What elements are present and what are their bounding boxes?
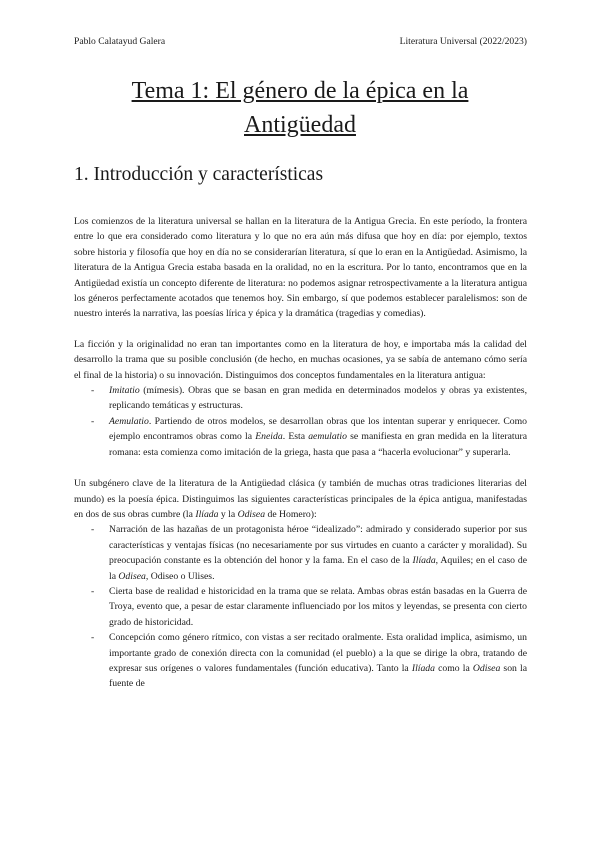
epic-text: de Homero): — [265, 508, 317, 520]
feature-text: Concepción como género rítmico, con vistas a ser recitado oralmente. Esta oralidad implica, asimismo, un importante grado de conexión directa con la comunidad (el pueblo) a la que se dirige la obra, tratando de expresar sus orígenes o valores fundamentales (función educativa). Tanto la — [109, 632, 527, 674]
epic-text: Un subgénero clave de la literatura de la Antigüedad clásica (y también de muchas otras tradiciones literarias del mundo) es la poesía épica. Distinguimos las siguientes características principales de la épica antigua, manifestadas en dos de sus obras cumbre (la — [74, 478, 527, 520]
work-odisea: Odisea — [472, 662, 501, 674]
document-title — [60, 74, 540, 142]
list-item — [74, 383, 527, 414]
dash-bullet: - — [91, 585, 95, 597]
feature-text: , Odiseo o Ulises. — [145, 570, 215, 582]
dash-bullet: - — [91, 632, 95, 644]
feature-text: como la — [434, 662, 473, 674]
aemulatio-text: . Partiendo de otros modelos, se desarrollan obras que los intentan superar y enriquecer. Como ejemplo encontramos obras como la — [109, 415, 527, 443]
term-imitatio: Imitatio — [109, 385, 140, 397]
imitatio-text: (mímesis). Obras que se basan en gran medida en determinados modelos y obras ya existentes, replicando temáticas y estructuras. — [109, 385, 527, 412]
dash-bullet: - — [91, 524, 95, 536]
header-course: Literatura Universal (2022/2023) — [399, 36, 527, 47]
title-line-1: Tema 1: El género de la épica en la — [131, 78, 469, 104]
features-list — [74, 522, 527, 691]
header-author: Pablo Calatayud Galera — [74, 36, 166, 47]
feature-text: Narración de las hazañas de un protagonista héroe “idealizado”: admirado y considerado superior por sus características y ventajas físicas (no necesariamente por sus virtudes en cuanto a carácter y moralidad). Su preocupación constante es la obtención del honor y la fama. En el caso de la — [109, 524, 527, 567]
paragraph-fiction: La ficción y la originalidad no eran tan importantes como en la literatura de hoy, e importaba más la calidad del desarrollo la trama que su posible conclusión (de hecho, en muchas ocasiones, ya se sabía de antemano cómo sería el final de la historia) o su innovación. Distinguimos dos conceptos fundamentales en la literatura antigua: — [74, 338, 527, 381]
paragraph-intro: Los comienzos de la literatura universal se hallan en la literatura de la Antigua Grecia. En este período, la frontera entre lo que era considerado como literatura y lo que no era aún más difusa que hoy en día: por ejemplo, textos sobre historia y filosofía que hoy en día no se considerarían literatura, sí que lo eran en la Antigüedad. Asimismo, la literatura de la Antigua Grecia estaba basada en la oralidad, no en la escritura. Por lo tanto, encontramos que en la Antigüedad existía un concepto diferente de literatura: no podemos asignar retrospectivamente a la literatura antigua los géneros perfectamente acotados que tenemos hoy. Sin embargo, sí que podemos establecer paralelismos: son de nuestro interés la narrativa, las poesías lírica y épica y la dramática (tragedias y comedias). — [74, 216, 527, 320]
list-item — [74, 584, 527, 630]
term-aemulatio: aemulatio — [308, 431, 347, 443]
work-iliada: Ilíada — [412, 555, 436, 567]
epic-text: y la — [218, 508, 238, 520]
concepts-list — [74, 383, 527, 460]
aemulatio-text: se manifiesta en gran medida en la literatura romana: esta comienza como imitación de la griega, hasta que pasa a “hacerla evolucionar” y superarla. — [109, 431, 527, 458]
page-header — [74, 36, 527, 47]
feature-text: , Aquiles; en el caso de la — [109, 555, 527, 582]
title-line-2: Antigüedad — [244, 112, 356, 138]
work-odisea: Odisea — [237, 508, 266, 520]
term-aemulatio: Aemulatio — [109, 415, 149, 427]
dash-bullet: - — [91, 385, 95, 397]
list-item — [74, 522, 527, 584]
work-odisea: Odisea — [118, 570, 146, 582]
feature-text: Cierta base de realidad e historicidad en la trama que se relata. Ambas obras están basadas en la Guerra de Troya, evento que, a pesar de estar claramente influenciado por los mitos y leyendas, se presenta con cierto grado de historicidad. — [109, 585, 527, 628]
work-iliada: Ilíada — [411, 662, 435, 674]
aemulatio-text: . Esta — [282, 431, 309, 443]
list-item — [74, 414, 527, 460]
feature-text: son la fuente de — [109, 662, 528, 690]
work-iliada: Ilíada — [195, 508, 219, 520]
dash-bullet: - — [91, 415, 95, 427]
section-heading: 1. Introducción y características — [74, 164, 324, 185]
document-body — [74, 214, 527, 692]
paragraph-epic — [74, 476, 527, 522]
work-eneida: Eneida — [255, 431, 283, 443]
list-item — [74, 630, 527, 692]
